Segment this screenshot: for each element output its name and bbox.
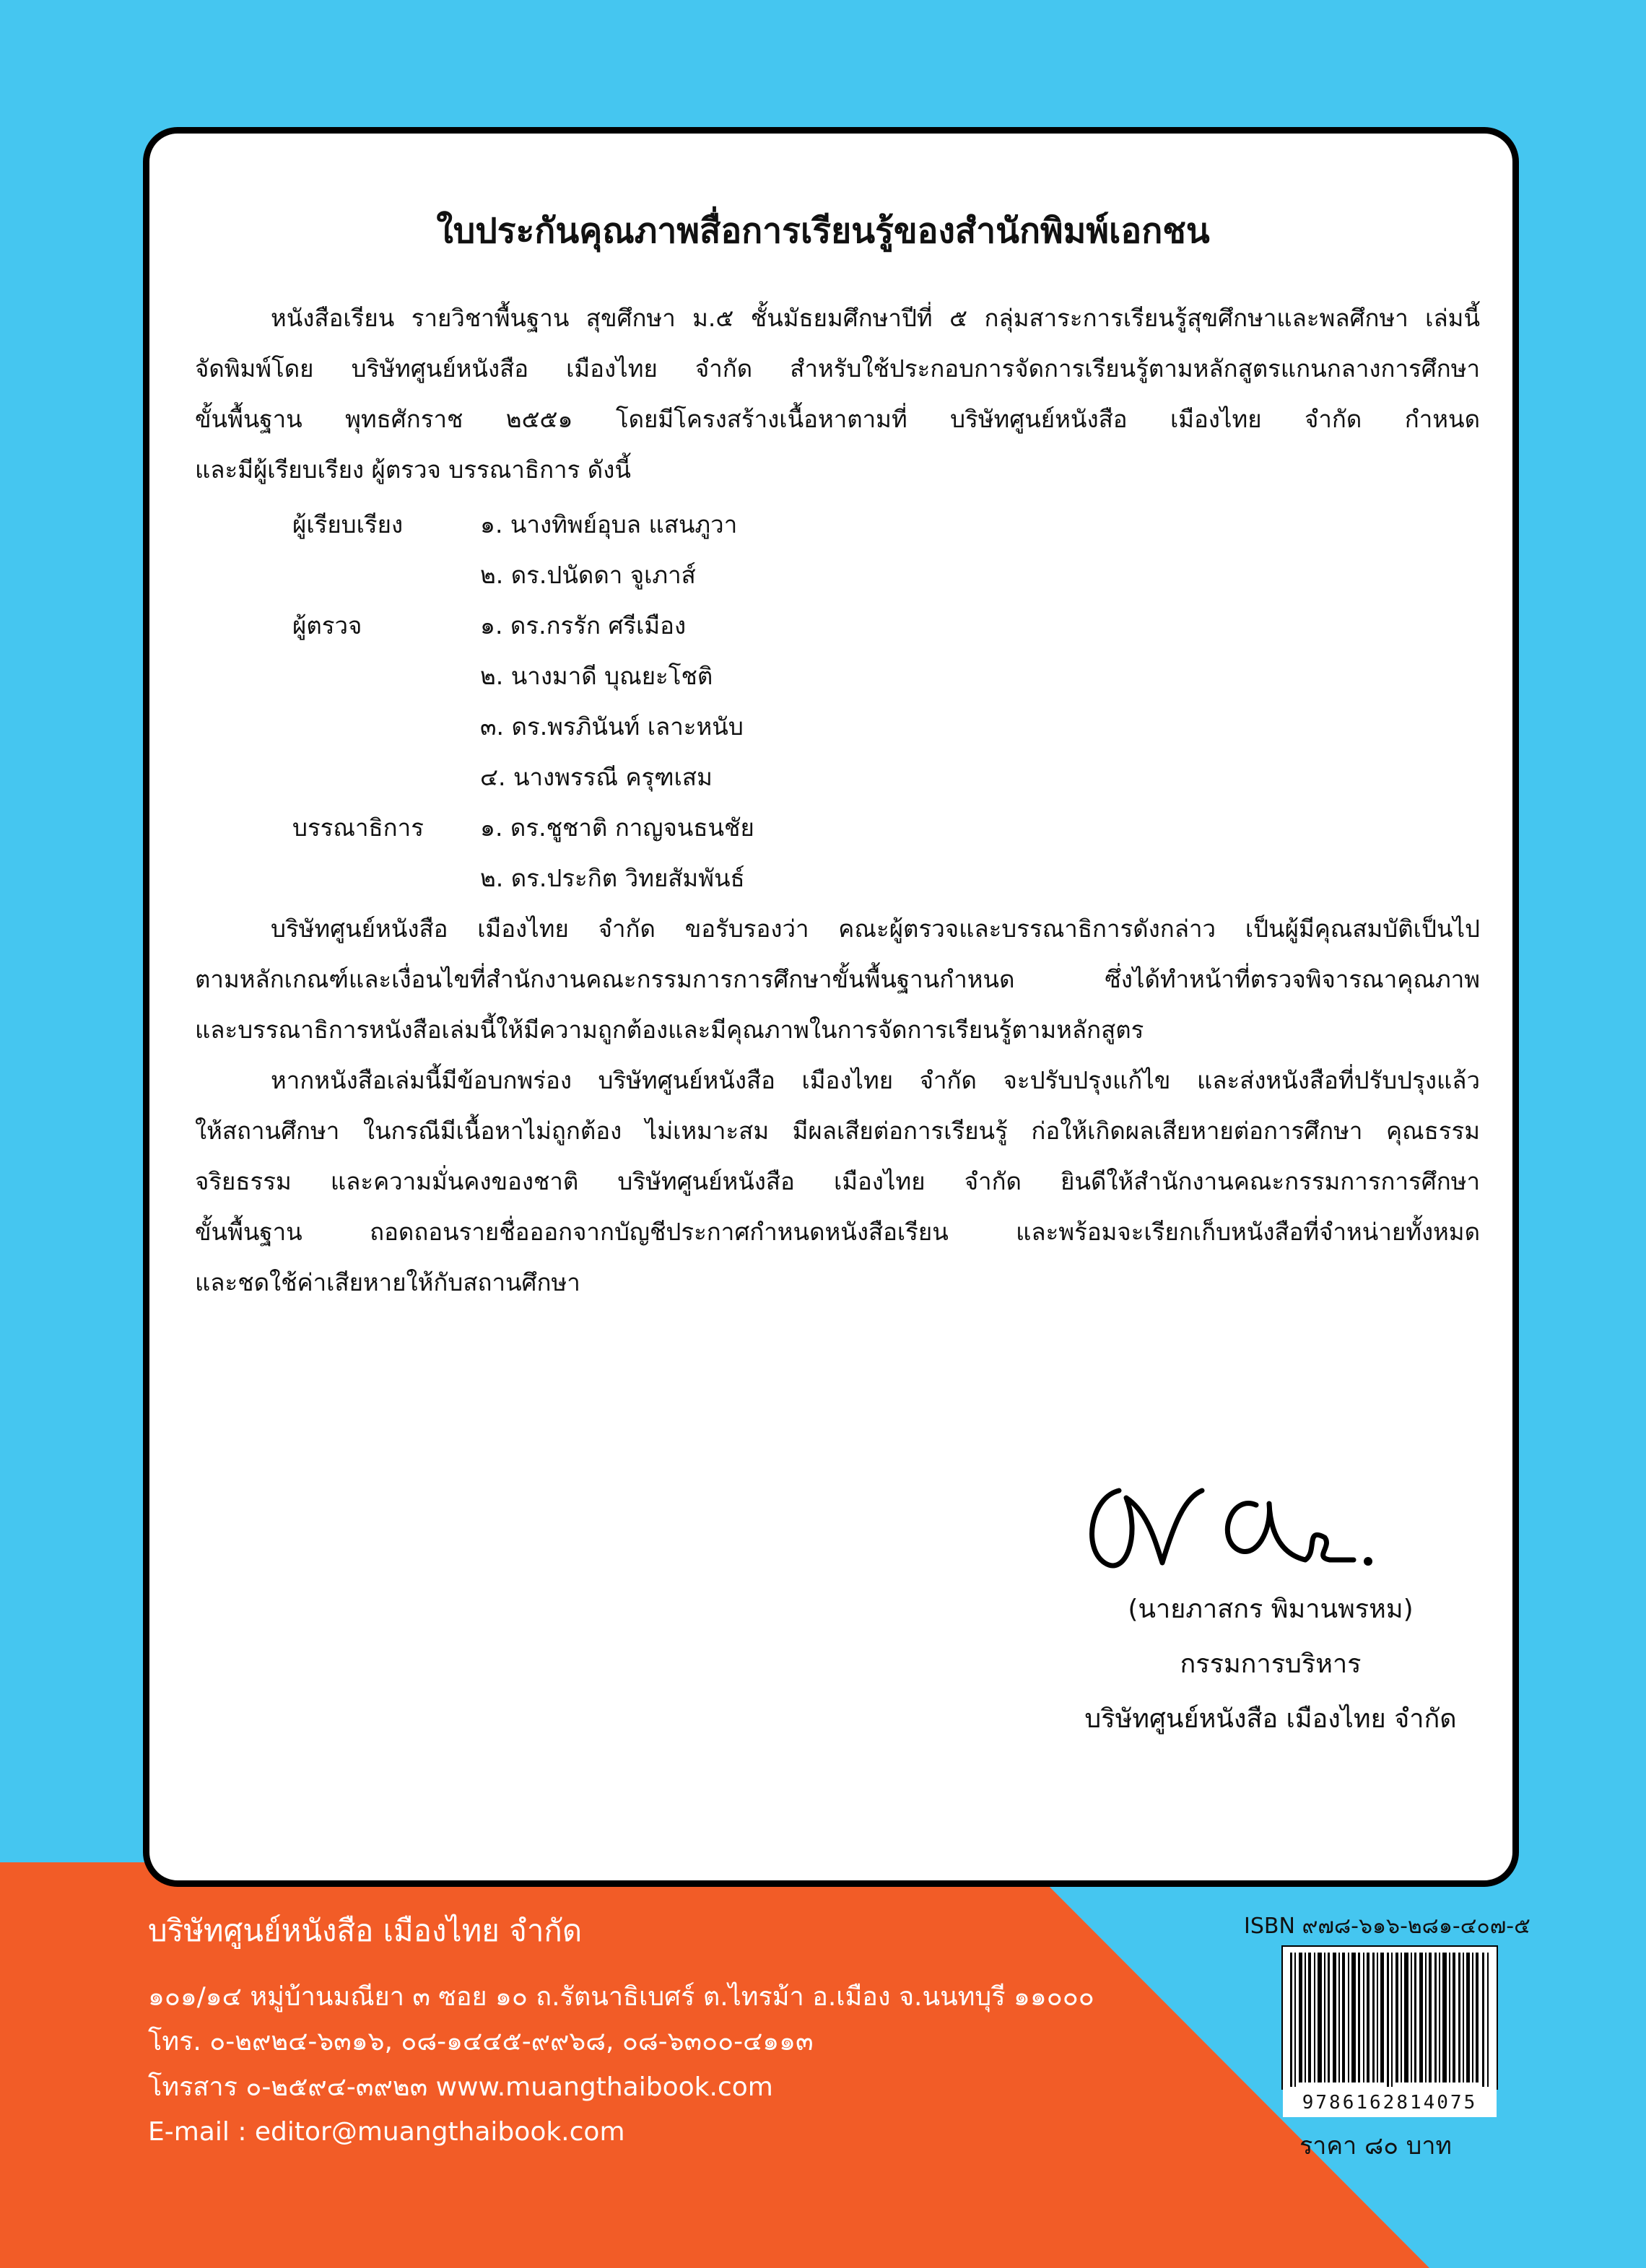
footer-email: E-mail : editor@muangthaibook.com xyxy=(148,2117,625,2147)
intro-paragraph xyxy=(195,293,1480,495)
intro-line: ขั้นพื้นฐาน พุทธศักราช ๒๕๕๑ โดยมีโครงสร้างเนื้อหาตามที่ บริษัทศูนย์หนังสือ เมืองไทย จำกัด กำหนด xyxy=(195,405,1480,433)
signatory-company: บริษัทศูนย์หนังสือ เมืองไทย จำกัด xyxy=(1084,1704,1457,1734)
editor-item: ๒. ดร.ประกิต วิทยสัมพันธ์ xyxy=(480,864,745,892)
signature-block xyxy=(1054,1458,1487,1747)
defect-line: ให้สถานศึกษา ในกรณีมีเนื้อหาไม่ถูกต้อง ไม่เหมาะสม มีผลเสียต่อการเรียนรู้ ก่อให้เกิดผลเสียหายต่อการศึกษา คุณธรรม xyxy=(195,1117,1480,1145)
certification-paragraph xyxy=(195,904,1480,1055)
reviewer-item: ๑. ดร.กรรัก ศรีเมือง xyxy=(480,611,687,640)
author-item: ๒. ดร.ปนัดดา จูเภาส์ xyxy=(480,561,696,589)
reviewer-item: ๔. นางพรรณี ครุฑเสม xyxy=(480,763,713,791)
authors-label: ผู้เรียบเรียง xyxy=(292,510,404,538)
certify-line: ตามหลักเกณฑ์และเงื่อนไขที่สำนักงานคณะกรรมการการศึกษาขั้นพื้นฐานกำหนด ซึ่งได้ทำหน้าที่ตรวจพิจารณาคุณภาพ xyxy=(195,965,1480,993)
signatory-position: กรรมการบริหาร xyxy=(1180,1649,1362,1679)
defect-line: และชดใช้ค่าเสียหายให้กับสถานศึกษา xyxy=(195,1268,580,1296)
reviewers-label: ผู้ตรวจ xyxy=(292,611,362,640)
footer-fax: โทรสาร ๐-๒๕๙๔-๓๙๒๓ www.muangthaibook.com xyxy=(148,2072,773,2102)
footer-phone: โทร. ๐-๒๙๒๔-๖๓๑๖, ๐๘-๑๔๔๕-๙๙๖๘, ๐๘-๖๓๐๐-๔๑๑๓ xyxy=(148,2027,814,2057)
defect-line: จริยธรรม และความมั่นคงของชาติ บริษัทศูนย์หนังสือ เมืองไทย จำกัด ยินดีให้สำนักงานคณะกรรมการการศึกษา xyxy=(195,1167,1480,1195)
reviewer-item: ๒. นางมาดี บุณยะโชติ xyxy=(480,662,713,690)
signatory-name: (นายภาสกร พิมานพรหม) xyxy=(1128,1595,1414,1624)
certify-line: บริษัทศูนย์หนังสือ เมืองไทย จำกัด ขอรับรองว่า คณะผู้ตรวจและบรรณาธิการดังกล่าว เป็นผู้มีคุณสมบัติเป็นไป xyxy=(271,915,1480,943)
editors-label: บรรณาธิการ xyxy=(292,814,424,842)
isbn-label: ISBN ๙๗๘-๖๑๖-๒๘๑-๔๐๗-๕ xyxy=(1244,1914,1530,1939)
author-item: ๑. นางทิพย์อุบล แสนภูวา xyxy=(480,510,738,538)
intro-line: หนังสือเรียน รายวิชาพื้นฐาน สุขศึกษา ม.๕ ชั้นมัธยมศึกษาปีที่ ๕ กลุ่มสาระการเรียนรู้สุขศึกษาและพลศึกษา เล่มนี้ xyxy=(271,304,1480,332)
barcode-digits: 9786162814075 xyxy=(1283,2088,1497,2117)
footer-address: ๑๐๑/๑๔ หมู่บ้านมณียา ๓ ซอย ๑๐ ถ.รัตนาธิเบศร์ ต.ไทรม้า อ.เมือง จ.นนทบุรี ๑๑๐๐๐ xyxy=(148,1982,1094,2012)
editor-item: ๑. ดร.ชูชาติ กาญจนธนชัย xyxy=(480,814,754,842)
intro-line: และมีผู้เรียบเรียง ผู้ตรวจ บรรณาธิการ ดังนี้ xyxy=(195,455,631,484)
defect-line: ขั้นพื้นฐาน ถอดถอนรายชื่อออกจากบัญชีประกาศกำหนดหนังสือเรียน และพร้อมจะเรียกเก็บหนังสือที่จำหน่ายทั้งหมด xyxy=(195,1218,1480,1246)
reviewer-item: ๓. ดร.พรภินันท์ เลาะหนับ xyxy=(480,712,744,741)
defect-paragraph xyxy=(195,1055,1480,1308)
intro-line: จัดพิมพ์โดย บริษัทศูนย์หนังสือ เมืองไทย จำกัด สำหรับใช้ประกอบการจัดการเรียนรู้ตามหลักสูตรแกนกลางการศึกษา xyxy=(195,354,1480,383)
price-label: ราคา ๘๐ บาท xyxy=(1299,2132,1452,2160)
defect-line: หากหนังสือเล่มนี้มีข้อบกพร่อง บริษัทศูนย์หนังสือ เมืองไทย จำกัด จะปรับปรุงแก้ไข และส่งหนังสือที่ปรับปรุงแล้ว xyxy=(271,1066,1480,1094)
barcode xyxy=(1281,1945,1498,2090)
footer-company: บริษัทศูนย์หนังสือ เมืองไทย จำกัด xyxy=(148,1913,583,1948)
document-title: ใบประกันคุณภาพสื่อการเรียนรู้ของสำนักพิมพ์เอกชน xyxy=(436,211,1210,251)
barcode-bars xyxy=(1283,1947,1497,2088)
certify-line: และบรรณาธิการหนังสือเล่มนี้ให้มีความถูกต้องและมีคุณภาพในการจัดการเรียนรู้ตามหลักสูตร xyxy=(195,1016,1144,1044)
